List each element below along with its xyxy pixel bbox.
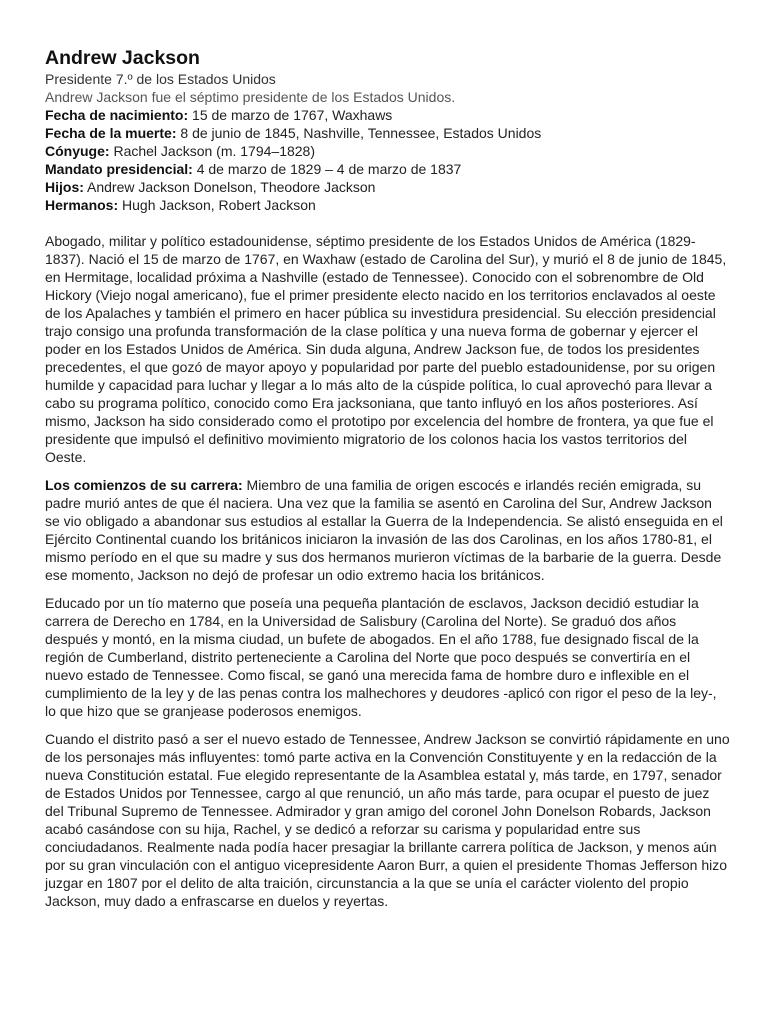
- fact-label: Fecha de la muerte:: [45, 125, 177, 141]
- facts-list: [45, 106, 730, 214]
- fact-children: [45, 178, 730, 196]
- paragraph-tennessee: Cuando el distrito pasó a ser el nuevo estado de Tennessee, Andrew Jackson se convirtió rápidamente en uno de los personajes más influyentes: tomó parte activa en la Convención Constituyente y en la redacción de la nueva Constitución estatal. Fue elegido representante de la Asamblea estatal y, más tarde, en 1797, senador de Estados Unidos por Tennessee, cargo al que renunció, un año más tarde, para ocupar el puesto de juez del Tribunal Supremo de Tennessee. Admirador y gran amigo del coronel John Donelson Robards, Jackson acabó casándose con su hija, Rachel, y se dedicó a reforzar su carisma y popularidad entre sus conciudadanos. Realmente nada podía hacer presagiar la brillante carrera política de Jackson, y menos aún por su gran vinculación con el antiguo vicepresidente Aaron Burr, a quien el presidente Thomas Jefferson hizo juzgar en 1807 por el delito de alta traición, circunstancia a la que se unía el carácter violento del propio Jackson, muy dado a enfrascarse en duelos y reyertas.: [45, 731, 730, 909]
- fact-death: [45, 124, 730, 142]
- fact-value: 8 de junio de 1845, Nashville, Tennessee, Estados Unidos: [176, 125, 542, 141]
- fact-value: 4 de marzo de 1829 – 4 de marzo de 1837: [192, 161, 462, 177]
- fact-siblings: [45, 196, 730, 214]
- fact-label: Fecha de nacimiento:: [45, 107, 189, 123]
- paragraph-intro: Abogado, militar y político estadounidense, séptimo presidente de los Estados Unidos de América (1829-1837). Nació el 15 de marzo de 1767, en Waxhaw (estado de Carolina del Sur), y murió el 8 de junio de 1845, en Hermitage, localidad próxima a Nashville (estado de Tennessee). Conocido con el sobrenombre de Old Hickory (Viejo nogal americano), fue el primer presidente electo nacido en los territorios enclavados al oeste de los Apalaches y también el primero en hacer pública su investidura presidencial. Su elección presidencial trajo consigo una profunda transformación de la clase política y una nueva forma de gobernar y ejercer el poder en los Estados Unidos de América. Sin duda alguna, Andrew Jackson fue, de todos los presidentes precedentes, el que gozó de mayor apoyo y popularidad por parte del pueblo estadounidense, por su origen humilde y capacidad para luchar y llegar a lo más alto de la cúspide política, lo cual aprovechó para llevar a cabo su programa político, conocido como Era jacksoniana, que tanto influyó en los años posteriores. Así mismo, Jackson ha sido considerado como el prototipo por excelencia del hombre de frontera, ya que fue el presidente que impulsó el definitivo movimiento migratorio de los colonos hacia los vastos territorios del Oeste.: [45, 233, 727, 465]
- document-page: [45, 46, 730, 910]
- fact-label: Mandato presidencial:: [45, 161, 193, 177]
- fact-value: 15 de marzo de 1767, Waxhaws: [188, 107, 393, 123]
- fact-spouse: [45, 142, 730, 160]
- paragraph-education: Educado por un tío materno que poseía una pequeña plantación de esclavos, Jackson decidió estudiar la carrera de Derecho en 1784, en la Universidad de Salisbury (Carolina del Norte). Se graduó dos años después y montó, en la misma ciudad, un bufete de abogados. En el año 1788, fue designado fiscal de la región de Cumberland, distrito perteneciente a Carolina del Norte que poco después se convertiría en el nuevo estado de Tennessee. Como fiscal, se ganó una merecida fama de hombre duro e inflexible en el cumplimiento de la ley y de las penas contra los malhechores y deudores -aplicó con rigor el peso de la ley-, lo que hizo que se granjease poderosos enemigos.: [45, 595, 717, 719]
- fact-birth: [45, 106, 730, 124]
- page-title: Andrew Jackson: [45, 47, 200, 69]
- description: Andrew Jackson fue el séptimo presidente de los Estados Unidos.: [45, 89, 456, 105]
- fact-value: Rachel Jackson (m. 1794–1828): [109, 143, 316, 159]
- fact-value: Hugh Jackson, Robert Jackson: [118, 197, 316, 213]
- fact-value: Andrew Jackson Donelson, Theodore Jackson: [83, 179, 376, 195]
- subtitle: Presidente 7.º de los Estados Unidos: [45, 71, 276, 87]
- fact-label: Cónyuge:: [45, 143, 110, 159]
- fact-term: [45, 160, 730, 178]
- paragraph-early-career: [45, 476, 730, 584]
- paragraph-lead: Los comienzos de su carrera:: [45, 477, 243, 493]
- fact-label: Hermanos:: [45, 197, 119, 213]
- fact-label: Hijos:: [45, 179, 84, 195]
- paragraph-body: Miembro de una familia de origen escocés e irlandés recién emigrada, su padre murió antes de que él naciera. Una vez que la familia se asentó en Carolina del Sur, Andrew Jackson se vio obligado a abandonar sus estudios al estallar la Guerra de la Independencia. Se alistó enseguida en el Ejército Continental cuando los británicos iniciaron la invasión de las dos Carolinas, en los años 1780-81, el mismo período en el que su madre y sus dos hermanos murieron víctimas de la barbarie de la guerra. Desde ese momento, Jackson no dejó de profesar un odio extremo hacia los británicos.: [45, 477, 723, 583]
